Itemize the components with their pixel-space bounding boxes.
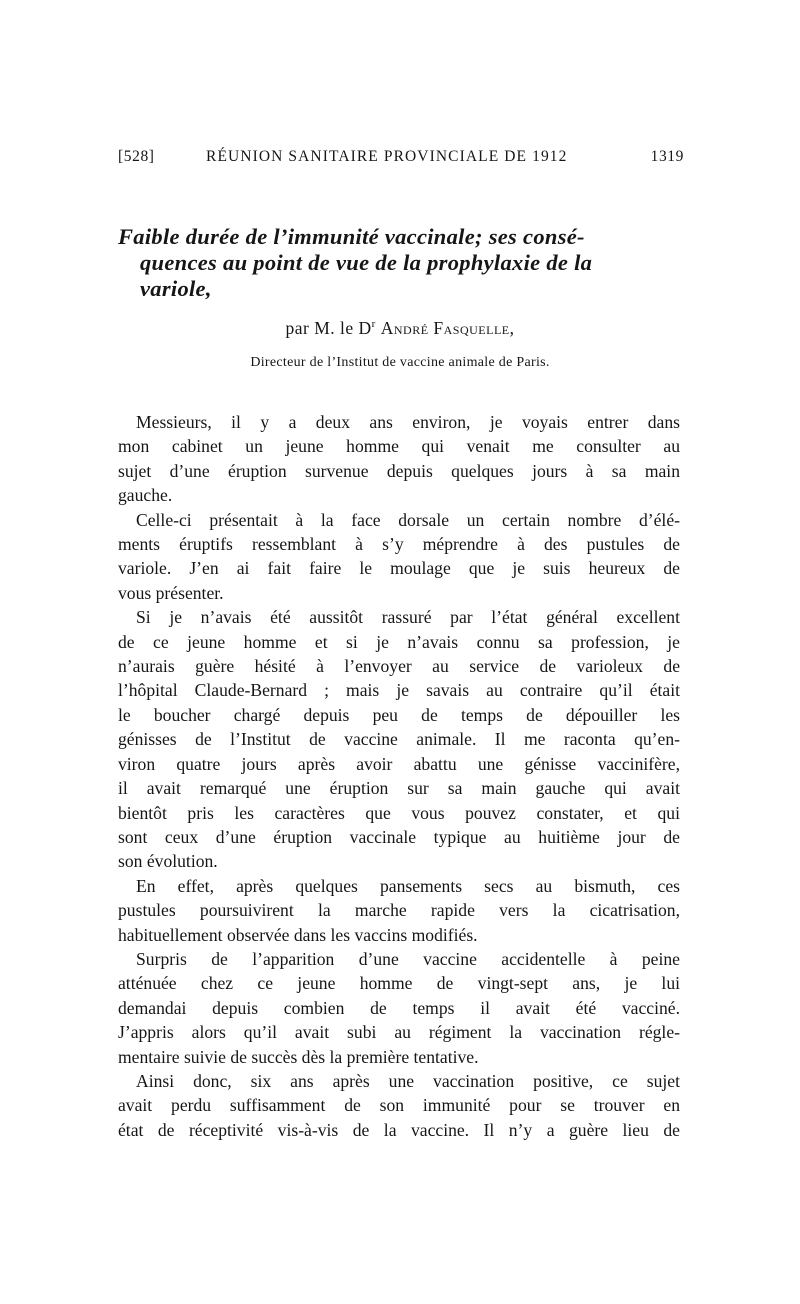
text-line: J’appris alors qu’il avait subi au régiment la vaccination régle- — [118, 1022, 680, 1043]
header-page-bracket: [528] — [118, 148, 155, 165]
paragraph — [118, 410, 680, 508]
article-title — [118, 224, 700, 302]
text-line: le boucher chargé depuis peu de temps de dépouiller les — [118, 704, 680, 725]
author-affiliation: Directeur de l’Institut de vaccine animale de Paris. — [250, 355, 550, 370]
text-line: Si je n’avais été aussitôt rassuré par l’état général excellent — [136, 607, 680, 628]
paragraph — [118, 947, 680, 1069]
text-line: habituellement observée dans les vaccins modifiés. — [118, 924, 478, 945]
text-line: son évolution. — [118, 851, 218, 872]
text-line: Surpris de l’apparition d’une vaccine accidentelle à peine — [136, 948, 680, 969]
text-line: gauche. — [118, 485, 173, 506]
running-header — [118, 148, 684, 170]
text-line: pustules poursuivirent la marche rapide vers la cicatrisation, — [118, 900, 680, 921]
text-line: ments éruptifs ressemblant à s’y méprendre à des pustules de — [118, 534, 680, 555]
text-line: de ce jeune homme et si je n’avais connu sa profession, je — [118, 631, 680, 652]
text-line: En effet, après quelques pansements secs au bismuth, ces — [136, 875, 680, 896]
title-line-1: Faible durée de l’immunité vaccinale; ses consé- — [118, 224, 585, 249]
text-line: variole. J’en ai fait faire le moulage que je suis heureux de — [118, 558, 680, 579]
text-line: bientôt pris les caractères que vous pouvez constater, et qui — [118, 802, 680, 823]
author-title-superscript: r — [371, 318, 376, 331]
text-line: génisses de l’Institut de vaccine animale. Il me raconta qu’en- — [118, 729, 680, 750]
text-line: Celle-ci présentait à la face dorsale un certain nombre d’élé- — [136, 509, 680, 530]
article-body — [118, 410, 680, 1142]
author-prefix: par M. le D — [285, 318, 372, 338]
title-line-2: quences au point de vue de la prophylaxie de la — [140, 250, 593, 275]
paragraph — [118, 874, 680, 947]
text-line: viron quatre jours après avoir abattu une génisse vaccinifère, — [118, 753, 680, 774]
paragraph — [118, 508, 680, 606]
text-line: sujet d’une éruption survenue depuis quelques jours à sa main — [118, 460, 680, 481]
text-line: sont ceux d’une éruption vaccinale typique au huitième jour de — [118, 826, 680, 847]
paragraph — [118, 1069, 680, 1142]
author-line — [0, 318, 800, 339]
text-line: demandai depuis combien de temps il avait été vacciné. — [118, 997, 680, 1018]
text-line: l’hôpital Claude-Bernard ; mais je savais au contraire qu’il était — [118, 680, 680, 701]
text-line: état de réceptivité vis-à-vis de la vaccine. Il n’y a guère lieu de — [118, 1119, 680, 1140]
text-line: Ainsi donc, six ans après une vaccination positive, ce sujet — [136, 1070, 680, 1091]
text-line: atténuée chez ce jeune homme de vingt-sept ans, je lui — [118, 973, 680, 994]
text-line: avait perdu suffisamment de son immunité pour se trouver en — [118, 1095, 680, 1116]
header-title: RÉUNION SANITAIRE PROVINCIALE DE 1912 — [206, 148, 568, 165]
text-line: n’aurais guère hésité à l’envoyer au service de varioleux de — [118, 656, 680, 677]
header-page-number: 1319 — [650, 148, 684, 165]
title-line-3: variole, — [140, 276, 212, 301]
paragraph — [118, 605, 680, 873]
text-line: mon cabinet un jeune homme qui venait me consulter au — [118, 436, 680, 457]
author-name: André Fasquelle, — [380, 318, 515, 338]
text-line: vous présenter. — [118, 582, 224, 603]
text-line: il avait remarqué une éruption sur sa main gauche qui avait — [118, 778, 680, 799]
text-line: Messieurs, il y a deux ans environ, je voyais entrer dans — [136, 412, 680, 432]
text-line: mentaire suivie de succès dès la première tentative. — [118, 1046, 479, 1067]
